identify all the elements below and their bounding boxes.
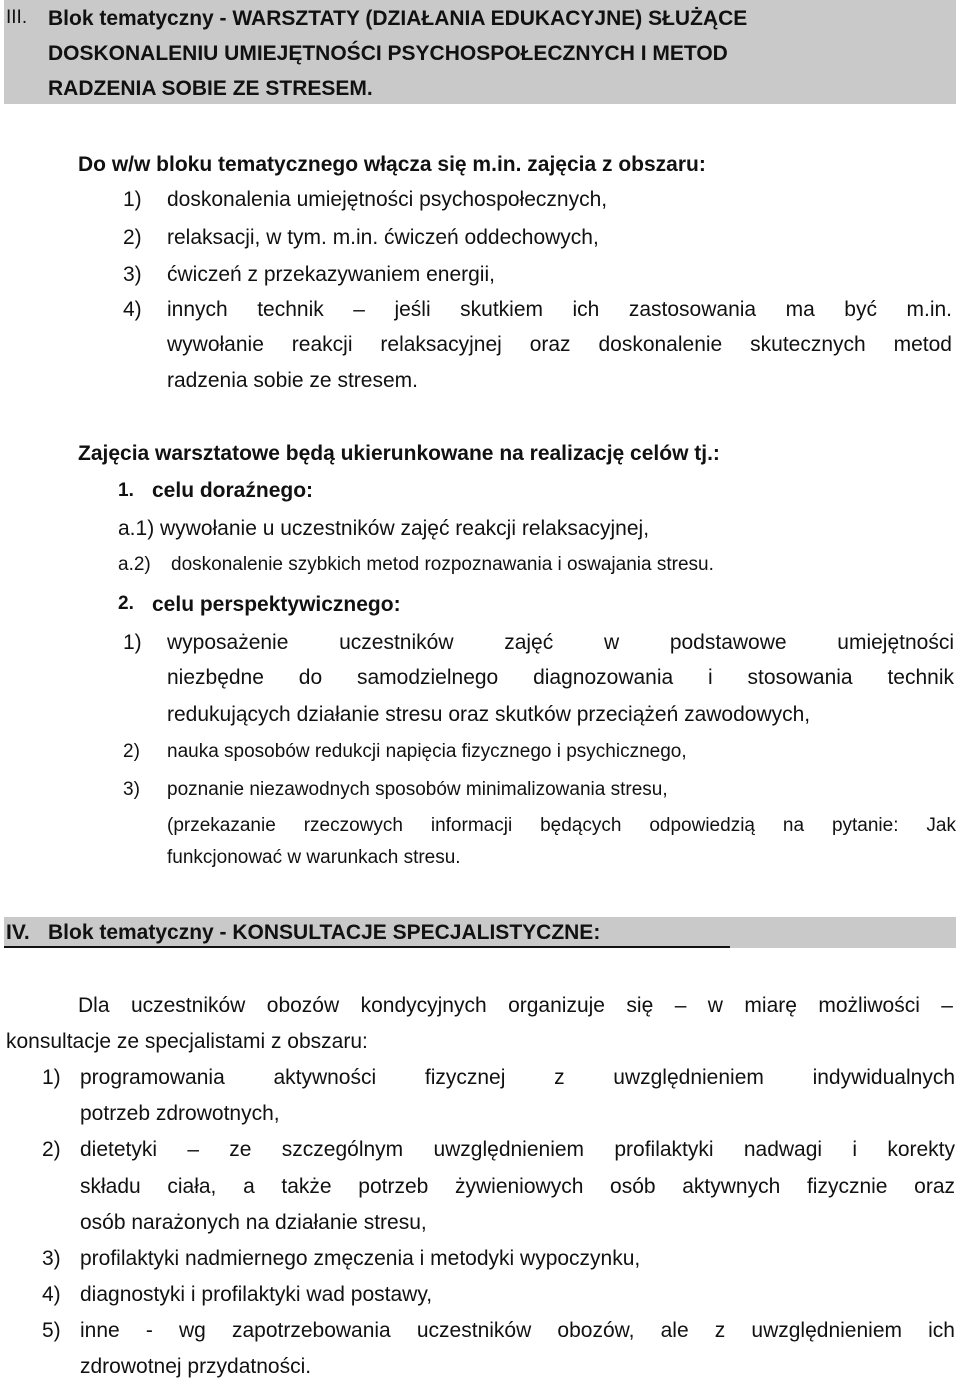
list-item-number: 2): [123, 226, 142, 249]
section-4-title: Blok tematyczny - KONSULTACJE SPECJALISTYCZNE:: [48, 921, 601, 944]
list-item-number: 1): [42, 1066, 61, 1089]
section-4-numeral: IV.: [6, 921, 30, 944]
list-item-text-continued: wywołanie reakcji relaksacyjnej oraz doskonalenie skutecznych metod: [167, 333, 952, 356]
goal-1-item-number: a.1): [118, 517, 155, 540]
list-item-text-continued: zdrowotnej przydatności.: [80, 1355, 312, 1378]
section-4-intro-line-2: konsultacje ze specjalistami z obszaru:: [6, 1030, 368, 1053]
list-item-text-continued: radzenia sobie ze stresem.: [167, 369, 418, 392]
list-item-number: 2): [42, 1138, 61, 1161]
list-item-text: inne - wg zapotrzebowania uczestników obozów, ale z uwzględnieniem ich: [80, 1319, 955, 1342]
list-item-number: 5): [42, 1319, 61, 1342]
list-item-text: programowania aktywności fizycznej z uwzględnieniem indywidualnych: [80, 1066, 955, 1089]
goals-heading: Zajęcia warsztatowe będą ukierunkowane na realizację celów tj.:: [78, 442, 720, 465]
section-3-title-line-3: RADZENIA SOBIE ZE STRESEM.: [48, 77, 373, 100]
list-item-number: 3): [123, 263, 142, 286]
section-3-title-line-1: Blok tematyczny - WARSZTATY (DZIAŁANIA EDUKACYJNE) SŁUŻĄCE: [48, 7, 748, 30]
goal-1-item-number: a.2): [118, 554, 151, 575]
list-item-text-continued: potrzeb zdrowotnych,: [80, 1102, 280, 1125]
goal-1-item-text: doskonalenie szybkich metod rozpoznawania i oswajania stresu.: [171, 554, 714, 575]
goal-2-title: celu perspektywicznego:: [152, 593, 401, 616]
list-item-number: 4): [42, 1283, 61, 1306]
list-item-text: doskonalenia umiejętności psychospołecznych,: [167, 188, 608, 211]
list-item-number: 1): [123, 188, 142, 211]
list-item-text-continued: składu ciała, a także potrzeb żywieniowych osób aktywnych fizycznie oraz: [80, 1175, 955, 1198]
goal-1-number: 1.: [118, 480, 134, 501]
section-3-title-line-2: DOSKONALENIU UMIEJĘTNOŚCI PSYCHOSPOŁECZNYCH I METOD: [48, 42, 728, 65]
goal-2-item-text: nauka sposobów redukcji napięcia fizycznego i psychicznego,: [167, 741, 687, 762]
list-item-text: innych technik – jeśli skutkiem ich zastosowania ma być m.in.: [167, 298, 952, 321]
list-item-text-continued: osób narażonych na działanie stresu,: [80, 1211, 427, 1234]
goal-2-item-text-continued: funkcjonować w warunkach stresu.: [167, 847, 461, 868]
goal-2-item-text-continued: (przekazanie rzeczowych informacji będących odpowiedzią na pytanie: Jak: [167, 815, 956, 836]
list-item-text: dietetyki – ze szczególnym uwzględnieniem profilaktyki nadwagi i korekty: [80, 1138, 955, 1161]
section-3-intro: Do w/w bloku tematycznego włącza się m.in. zajęcia z obszaru:: [78, 153, 706, 176]
goal-2-item-text-continued: niezbędne do samodzielnego diagnozowania i stosowania technik: [167, 666, 954, 689]
goal-2-item-text: poznanie niezawodnych sposobów minimalizowania stresu,: [167, 779, 668, 800]
goal-2-item-text: wyposażenie uczestników zajęć w podstawowe umiejętności: [167, 631, 954, 654]
list-item-text: profilaktyki nadmiernego zmęczenia i metodyki wypoczynku,: [80, 1247, 641, 1270]
goal-2-item-number: 3): [123, 779, 140, 800]
list-item-number: 4): [123, 298, 142, 321]
goal-2-item-text-continued: redukujących działanie stresu oraz skutków przeciążeń zawodowych,: [167, 703, 811, 726]
section-3-numeral: III.: [6, 7, 28, 28]
list-item-text: ćwiczeń z przekazywaniem energii,: [167, 263, 495, 286]
goal-1-title: celu doraźnego:: [152, 479, 314, 502]
list-item-text: diagnostyki i profilaktyki wad postawy,: [80, 1283, 433, 1306]
goal-2-item-number: 1): [123, 631, 142, 654]
section-4-intro-line-1: Dla uczestników obozów kondycyjnych organizuje się – w miarę możliwości –: [78, 994, 953, 1017]
goal-2-item-number: 2): [123, 741, 140, 762]
goal-2-number: 2.: [118, 593, 134, 614]
list-item-number: 3): [42, 1247, 61, 1270]
goal-1-item-text: wywołanie u uczestników zajęć reakcji relaksacyjnej,: [160, 517, 650, 540]
section-4-header-underline: [4, 946, 730, 948]
list-item-text: relaksacji, w tym. m.in. ćwiczeń oddechowych,: [167, 226, 599, 249]
